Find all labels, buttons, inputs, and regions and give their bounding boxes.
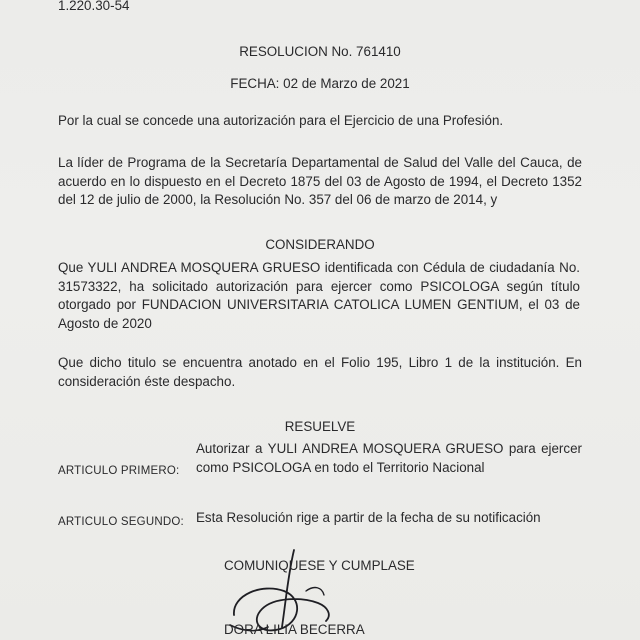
reference-number: 1.220.30-54 <box>58 0 130 13</box>
article-2-text: Esta Resolución rige a partir de la fecha de su notificación <box>196 510 541 525</box>
resolution-date: FECHA: 02 de Marzo de 2021 <box>230 76 410 91</box>
article-1-text: Autorizar a YULI ANDREA MOSQUERA GRUESO para ejercer como PSICOLOGA en todo el Territorio Nacional <box>196 441 582 475</box>
considering-paragraph-1: Que YULI ANDREA MOSQUERA GRUESO identificada con Cédula de ciudadanía No. 31573322, ha solicitado autorización para ejercer como PSICOLOGA según título otorgado por FUNDACION UNIVERSITARIA CATOLICA LUMEN GENTIUM, el 03 de Agosto de 2020 <box>58 260 580 331</box>
considering-heading: CONSIDERANDO <box>265 237 375 252</box>
article-1-label: ARTICULO PRIMERO: <box>58 465 180 477</box>
closing-line: COMUNIQUESE Y CUMPLASE <box>224 558 415 573</box>
resolution-subject: Por la cual se concede una autorización para el Ejercicio de una Profesión. <box>58 113 504 128</box>
article-2-label: ARTICULO SEGUNDO: <box>58 516 184 528</box>
considering-paragraph-2: Que dicho titulo se encuentra anotado en el Folio 195, Libro 1 de la institución. En consideración éste despacho. <box>58 355 582 389</box>
preamble-paragraph: La líder de Programa de la Secretaría Departamental de Salud del Valle del Cauca, de acuerdo en lo dispuesto en el Decreto 1875 del 03 de Agosto de 1994, el Decreto 1352 del 12 de julio de 2000, la Resolución No. 357 del 06 de marzo de 2014, y <box>58 155 582 207</box>
resolution-title: RESOLUCION No. 761410 <box>239 44 401 59</box>
signatory-name: DORA LILIA BECERRA <box>224 622 365 637</box>
resolves-heading: RESUELVE <box>284 419 356 434</box>
